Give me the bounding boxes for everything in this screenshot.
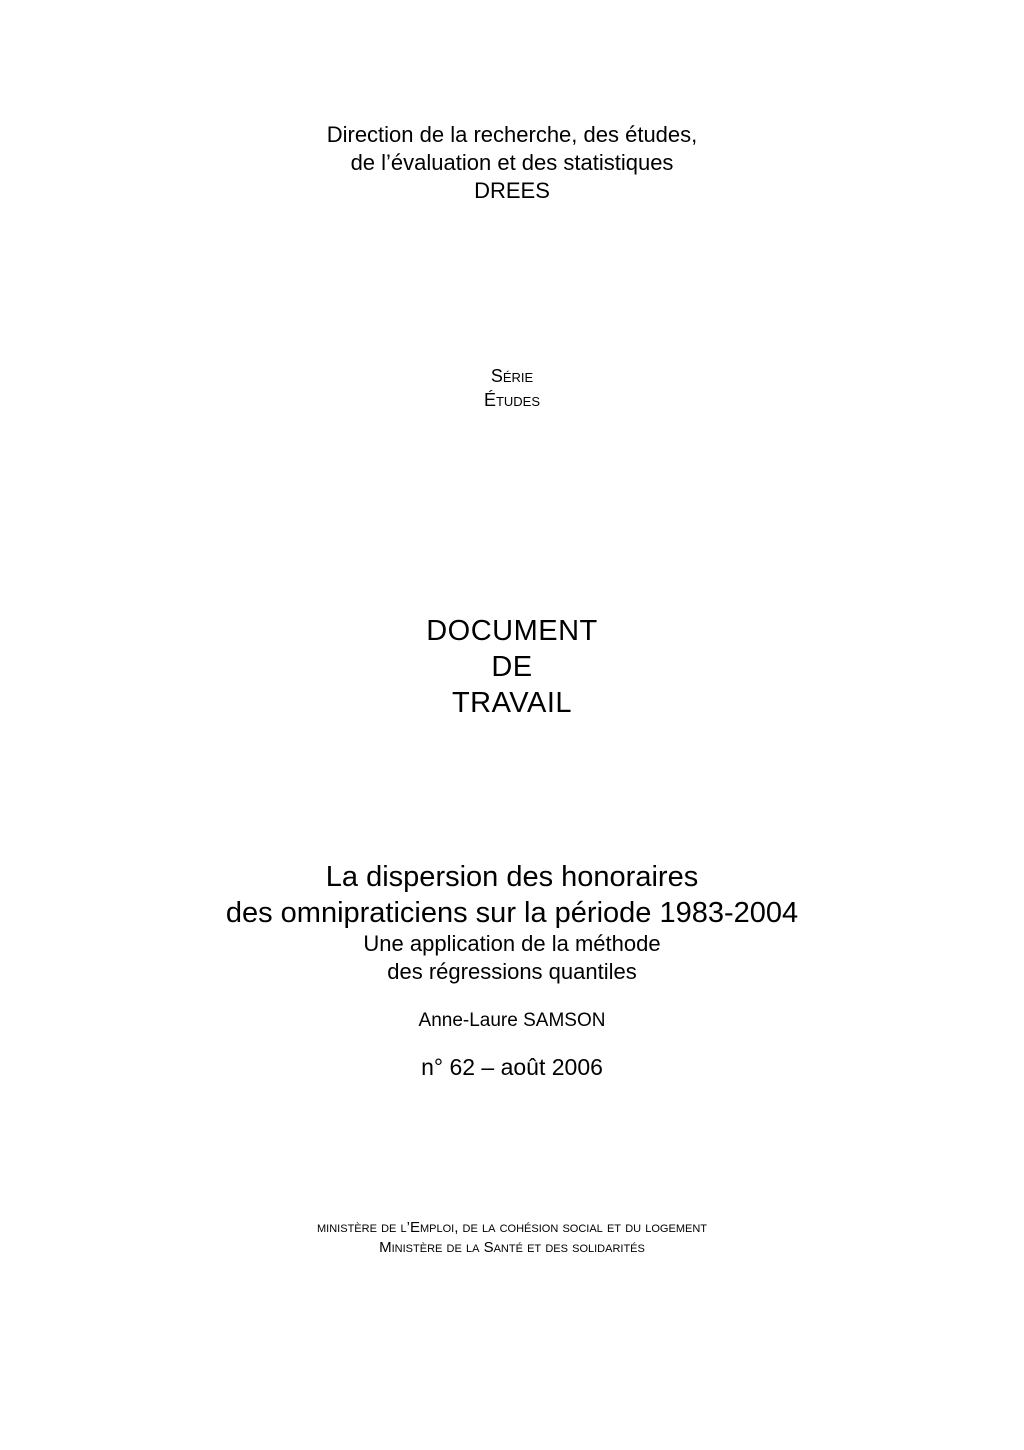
document-type-line-1: DOCUMENT <box>426 615 598 647</box>
title-line-1: La dispersion des honoraires <box>325 861 699 893</box>
ministry-line-2: Ministère de la Santé et des solidarités <box>379 1239 645 1256</box>
author: Anne-Laure SAMSON <box>418 1010 606 1031</box>
subtitle-line-1: Une application de la méthode <box>363 931 661 956</box>
institution-header <box>0 121 1024 205</box>
document-type-line-2: DE <box>491 651 533 683</box>
institution-acronym: DREES <box>474 178 550 203</box>
institution-line-1: Direction de la recherche, des études, <box>326 122 698 147</box>
series-line-1: Série <box>490 366 534 386</box>
ministry-line-1: ministère de l’Emploi, de la cohésion social et du logement <box>317 1219 707 1236</box>
document-type-line-3: TRAVAIL <box>451 687 573 719</box>
series-line-2: Études <box>483 390 541 410</box>
subtitle-line-2: des régressions quantiles <box>387 959 637 984</box>
institution-line-2: de l’évaluation et des statistiques <box>350 150 674 175</box>
ministries-footer <box>0 1218 1024 1258</box>
series-label <box>0 364 1024 412</box>
document-title <box>0 859 1024 931</box>
title-line-2: des omnipraticiens sur la période 1983-2004 <box>225 897 799 929</box>
document-type <box>0 613 1024 721</box>
issue-number-date: n° 62 – août 2006 <box>421 1054 603 1080</box>
document-subtitle <box>0 930 1024 986</box>
